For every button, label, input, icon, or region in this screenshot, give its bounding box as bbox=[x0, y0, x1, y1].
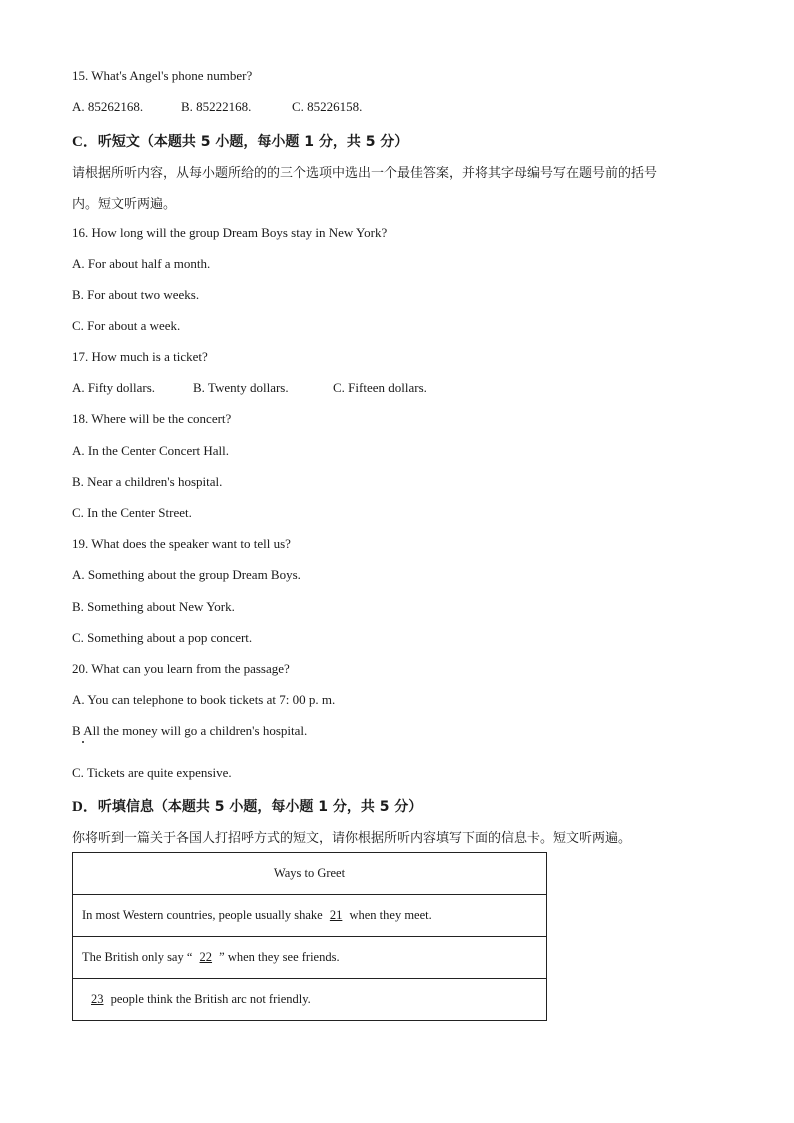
blank-22[interactable]: 22 bbox=[199, 950, 213, 964]
question-20-option-c: C. Tickets are quite expensive. bbox=[72, 765, 232, 780]
section-c-letter: C． bbox=[72, 134, 98, 150]
question-15-options bbox=[72, 99, 362, 115]
stray-dot bbox=[82, 741, 84, 743]
question-15: 15. What's Angel's phone number? bbox=[72, 68, 253, 83]
row-text-after: people think the British arc not friendly. bbox=[107, 992, 311, 1006]
section-c-title: 听短文（本题共 5 小题，每小题 1 分，共 5 分） bbox=[97, 134, 409, 150]
question-17: 17. How much is a ticket? bbox=[72, 349, 208, 364]
row-text-before: In most Western countries, people usually shake bbox=[82, 908, 326, 922]
option-a: A. Fifty dollars. bbox=[72, 380, 156, 395]
question-16-option-a: A. For about half a month. bbox=[72, 256, 211, 271]
blank-21[interactable]: 21 bbox=[329, 908, 343, 922]
question-16: 16. How long will the group Dream Boys stay in New York? bbox=[72, 225, 388, 240]
question-19: 19. What does the speaker want to tell us? bbox=[72, 536, 291, 551]
section-d-title: 听填信息（本题共 5 小题，每小题 1 分，共 5 分） bbox=[97, 799, 423, 815]
option-b: B. 85222168. bbox=[181, 99, 252, 114]
table-row bbox=[73, 895, 547, 937]
question-18-option-c: C. In the Center Street. bbox=[72, 505, 192, 520]
card-title: Ways to Greet bbox=[73, 853, 547, 895]
question-18: 18. Where will be the concert? bbox=[72, 411, 232, 426]
table-row bbox=[73, 937, 547, 979]
table-row bbox=[73, 979, 547, 1021]
question-18-option-b: B. Near a children's hospital. bbox=[72, 474, 223, 489]
blank-23[interactable]: 23 bbox=[91, 992, 104, 1006]
option-b: B. Twenty dollars. bbox=[193, 380, 289, 395]
question-16-option-b: B. For about two weeks. bbox=[72, 287, 200, 302]
question-16-option-c: C. For about a week. bbox=[72, 318, 181, 333]
card-row-22 bbox=[73, 937, 547, 979]
row-text-after: when they meet. bbox=[346, 908, 432, 922]
option-c: C. Fifteen dollars. bbox=[333, 380, 427, 395]
question-19-option-c: C. Something about a pop concert. bbox=[72, 630, 253, 645]
section-d-letter: D． bbox=[72, 799, 98, 815]
card-row-23 bbox=[73, 979, 547, 1021]
row-text-after: ” when they see friends. bbox=[216, 950, 340, 964]
table-row bbox=[73, 853, 547, 895]
option-c: C. 85226158. bbox=[292, 99, 363, 114]
question-17-options bbox=[72, 380, 427, 396]
question-19-option-b: B. Something about New York. bbox=[72, 599, 235, 614]
section-c-heading bbox=[72, 130, 408, 151]
question-20-option-a: A. You can telephone to book tickets at 7: 00 p. m. bbox=[72, 692, 336, 707]
option-a: A. 85262168. bbox=[72, 99, 144, 114]
section-d-instruction: 你将听到一篇关于各国人打招呼方式的短文，请你根据所听内容填写下面的信息卡。短文听两遍。 bbox=[72, 831, 632, 846]
section-c-instruction-2: 内。短文听两遍。 bbox=[72, 197, 177, 212]
greeting-info-card bbox=[72, 852, 547, 1021]
question-20: 20. What can you learn from the passage? bbox=[72, 661, 290, 676]
question-18-option-a: A. In the Center Concert Hall. bbox=[72, 443, 230, 458]
section-c-instruction-1: 请根据所听内容，从每小题所给的的三个选项中选出一个最佳答案，并将其字母编号写在题号前的括号 bbox=[72, 166, 658, 181]
section-d-heading bbox=[72, 795, 422, 816]
question-20-option-b: B All the money will go a children's hospital. bbox=[72, 723, 308, 738]
question-19-option-a: A. Something about the group Dream Boys. bbox=[72, 567, 301, 582]
row-text-before: The British only say “ bbox=[82, 950, 196, 964]
card-row-21 bbox=[73, 895, 547, 937]
